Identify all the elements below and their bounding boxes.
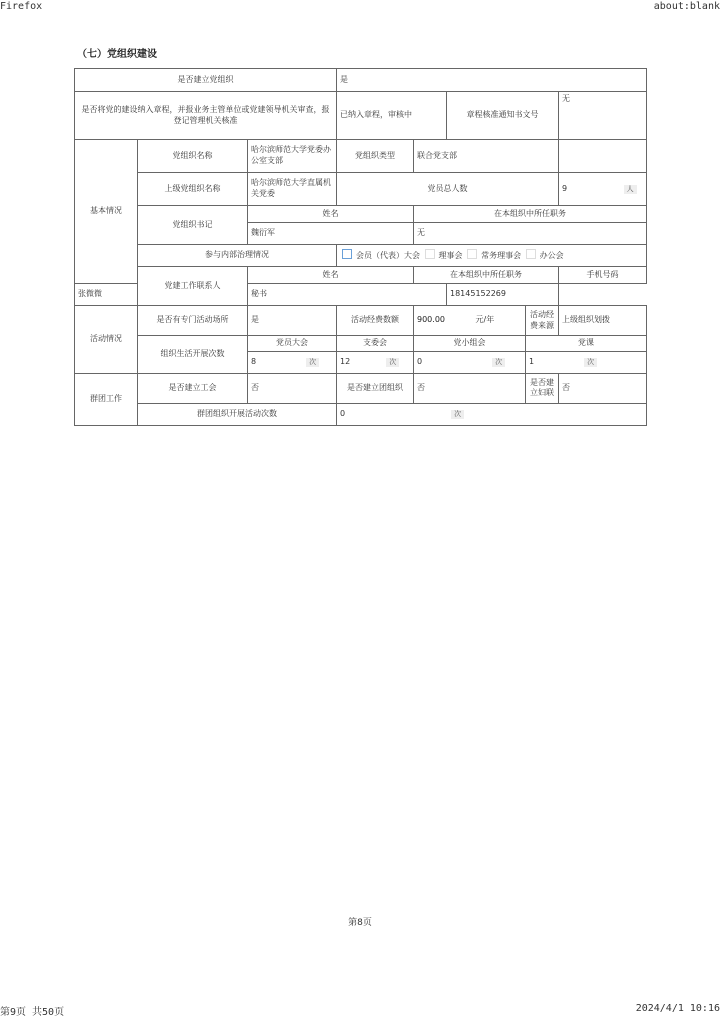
org-type-value: 联合党支部 (414, 140, 559, 173)
count-party-class: 1 次 (526, 351, 647, 373)
footer-datetime: 2024/4/1 10:16 (635, 1003, 720, 1014)
section-title: （七）党组织建设 (77, 49, 157, 60)
contact-label: 党建工作联系人 (138, 267, 248, 306)
venue-label: 是否有专门活动场所 (138, 306, 248, 336)
org-name-value: 哈尔滨师范大学党委办公室支部 (248, 140, 337, 173)
option-office-meeting[interactable]: 办公会 (524, 251, 564, 260)
count-member-meeting: 8 次 (248, 351, 337, 373)
funds-amount: 900.00 (417, 315, 445, 325)
contact-position-header: 在本组织中所任职务 (414, 267, 559, 284)
contact-position: 秘书 (248, 284, 447, 306)
checkbox-icon[interactable] (526, 249, 536, 259)
members-value (559, 173, 647, 206)
party-org-form (74, 68, 647, 426)
members-label: 党员总人数 (337, 173, 559, 206)
mass-activities-value: 0 次 (337, 403, 647, 425)
women-value: 否 (559, 373, 647, 403)
funds-value (414, 306, 526, 336)
count-group-meeting: 0 次 (414, 351, 526, 373)
members-unit: 人 (624, 185, 637, 194)
option-standing-council[interactable]: 常务理事会 (465, 251, 521, 260)
secretary-label: 党组织书记 (138, 206, 248, 245)
governance-options (337, 245, 647, 267)
secretary-position-header: 在本组织中所任职务 (414, 206, 647, 223)
contact-name: 张微微 (75, 284, 248, 306)
established-value: 是 (337, 69, 647, 92)
checkbox-icon[interactable] (467, 249, 477, 259)
charter-label: 是否将党的建设纳入章程，并报业务主管单位或党建领导机关审查，报登记管理机关核准 (75, 92, 337, 140)
youth-label: 是否建立团组织 (337, 373, 414, 403)
activity-group-label: 活动情况 (75, 306, 138, 374)
funds-source-label: 活动经费来源 (526, 306, 559, 336)
contact-name-header: 姓名 (248, 267, 414, 284)
mass-group-label: 群团工作 (75, 373, 138, 425)
funds-label: 活动经费数额 (337, 306, 414, 336)
browser-app-name: Firefox (0, 1, 43, 12)
venue-value: 是 (248, 306, 337, 336)
browser-url: about:blank (653, 1, 720, 12)
funds-unit: 元/年 (475, 315, 495, 325)
secretary-position: 无 (414, 223, 647, 245)
women-label: 是否建立妇联 (526, 373, 559, 403)
secretary-name-header: 姓名 (248, 206, 414, 223)
members-count: 9 (562, 183, 568, 193)
youth-value: 否 (414, 373, 526, 403)
org-type-empty (559, 140, 647, 173)
charter-doc-value: 无 (559, 92, 647, 140)
checkbox-icon[interactable] (425, 249, 435, 259)
option-council[interactable]: 理事会 (423, 251, 463, 260)
footer-page-info: 第9页 共50页 (0, 1007, 65, 1018)
established-label: 是否建立党组织 (75, 69, 337, 92)
basic-group-label: 基本情况 (75, 140, 138, 284)
header-party-class: 党课 (526, 336, 647, 352)
union-label: 是否建立工会 (138, 373, 248, 403)
checkbox-icon[interactable] (342, 249, 352, 259)
charter-doc-label: 章程核准通知书文号 (447, 92, 559, 140)
phone-header: 手机号码 (559, 267, 647, 284)
org-type-label: 党组织类型 (337, 140, 414, 173)
option-member-congress[interactable]: 会员（代表）大会 (340, 251, 420, 260)
union-value: 否 (248, 373, 337, 403)
funds-source-value: 上级组织划拨 (559, 306, 647, 336)
governance-label: 参与内部治理情况 (138, 245, 337, 267)
parent-org-label: 上级党组织名称 (138, 173, 248, 206)
contact-phone: 18145152269 (447, 284, 559, 306)
org-life-label: 组织生活开展次数 (138, 336, 248, 374)
header-branch-committee: 支委会 (337, 336, 414, 352)
page-number: 第8页 (348, 918, 372, 928)
count-branch-committee: 12 次 (337, 351, 414, 373)
header-member-meeting: 党员大会 (248, 336, 337, 352)
header-group-meeting: 党小组会 (414, 336, 526, 352)
charter-value: 已纳入章程，审核中 (337, 92, 447, 140)
mass-activities-label: 群团组织开展活动次数 (138, 403, 337, 425)
parent-org-value: 哈尔滨师范大学直属机关党委 (248, 173, 337, 206)
secretary-name: 魏衍军 (248, 223, 414, 245)
org-name-label: 党组织名称 (138, 140, 248, 173)
